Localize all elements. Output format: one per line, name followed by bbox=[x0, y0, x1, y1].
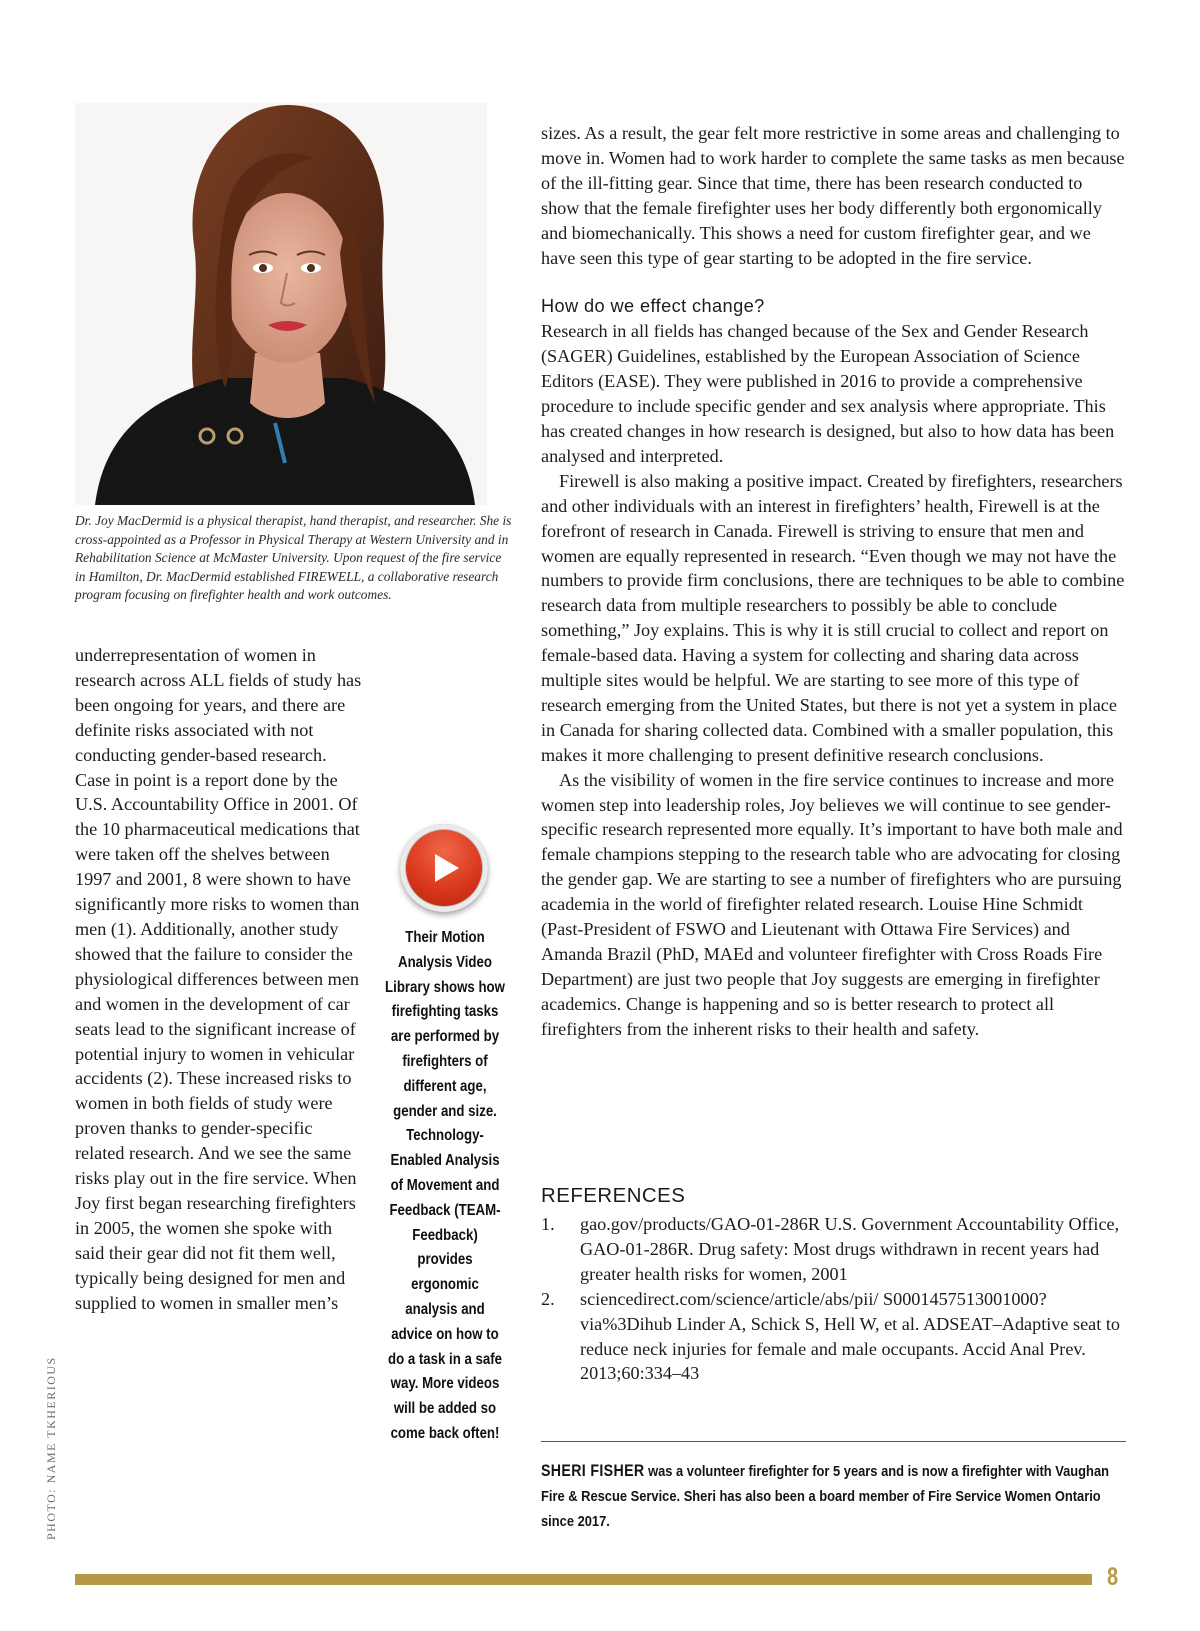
author-bio bbox=[541, 1459, 1126, 1534]
paragraph-sager: Research in all fields has changed because of the Sex and Gender Research (SAGER) Guidelines, established by the European Association of Science Editors (EASE). They were published in 2016 to provide a comprehensive procedure to include specific gender and sex analysis where appropriate. This has created changes in how research is designed, but also to how data has been analysed and interpreted. bbox=[541, 321, 1115, 466]
right-column bbox=[541, 121, 1125, 1042]
author-name: SHERI FISHER bbox=[541, 1462, 645, 1480]
paragraph-firewell: Firewell is also making a positive impact. Created by firefighters, researchers and other individuals with an interest in firefighters’ health, Firewell is at the forefront of research in Canada. Firewell is striving to ensure that men and women are equally represented in research. “Even though we may not have the numbers to provide firm conclusions, there are techniques to be able to combine research data from multiple researchers to possibly be able to conclude something,” Joy explains. This is why it is still crucial to collect and report on female-based data. Having a system for collecting and sharing data across multiple sites would be helpful. We are starting to see more of this type of research emerging from the United States, but there is not yet a system in place in Canada for sharing collected data. Combined with a smaller population, this makes it more challenging to present definitive research conclusions. bbox=[541, 470, 1125, 765]
paragraph-visibility: As the visibility of women in the fire service continues to increase and more women step into leadership roles, Joy believes we will continue to see gender-specific research represented more equally. It’s important to have both male and female champions stepping to the research table who are advocating for closing the gender gap. We are starting to see a number of firefighters who are pursuing academia in the world of firefighter related research. Louise Hine Schmidt (Past-President of FSWO and Lieutenant with Ottawa Fire Services) and Amanda Brazil (PhD, MAEd and volunteer firefighter with Cross Roads Fire Department) are just two people that Joy suggests are emerging in firefighter academics. Change is happening and so is better research to protect all firefighters from the inherent risks to their health and safety. bbox=[541, 769, 1123, 1039]
references-heading: REFERENCES bbox=[541, 1185, 686, 1207]
video-library-sidebar: Their Motion Analysis Video Library shows how firefighting tasks are performed by firefighters of different age, gender and size. Technology-Enabled Analysis of Movement and Feedback (TEAM-Feedback) provides ergonomic analysis and advice on how to do a task in a safe way. More videos will be added so come back often! bbox=[385, 929, 505, 1442]
portrait-illustration bbox=[75, 103, 487, 505]
author-photo bbox=[75, 103, 487, 505]
play-video-button[interactable] bbox=[400, 824, 488, 912]
page-number: 8 bbox=[1107, 1563, 1119, 1591]
reference-number: 2. bbox=[541, 1288, 555, 1309]
photo-caption: Dr. Joy MacDermid is a physical therapist, hand therapist, and researcher. She is cross-appointed as a Professor in Physical Therapy at Western University and in Rehabilitation Science at McMaster University. Upon request of the fire service in Hamilton, Dr. MacDermid established FIREWELL, a collaborative research program focusing on firefighter health and work outcomes. bbox=[75, 513, 512, 603]
photo-credit: PHOTO: NAME TKHERIOUS bbox=[44, 1356, 58, 1540]
section-heading: How do we effect change? bbox=[541, 296, 765, 317]
reference-text: gao.gov/products/GAO-01-286R U.S. Government Accountability Office, GAO-01-286R. Drug safety: Most drugs withdrawn in recent years had greater health risks for women, 2001 bbox=[580, 1214, 1120, 1284]
play-icon bbox=[435, 854, 459, 882]
paragraph-gear-sizes: sizes. As a result, the gear felt more restrictive in some areas and challenging to move in. Women had to work harder to complete the same tasks as men because of the ill-fitting gear. Since that time, there has been research conducted to show that the female firefighter uses her body differently both ergonomically and biomechanically. This shows a need for custom firefighter gear, and we have seen this type of gear starting to be adopted in the fire service. bbox=[541, 123, 1125, 268]
author-bio-text: was a volunteer firefighter for 5 years and is now a firefighter with Vaughan Fire & Rescue Service. Sheri has also been a board member of Fire Service Women Ontario since 2017. bbox=[541, 1463, 1110, 1530]
reference-item bbox=[541, 1212, 1125, 1287]
reference-text: sciencedirect.com/science/article/abs/pii/ S0001457513001000?via%3Dihub Linder A, Schick S, Hell W, et al. ADSEAT–Adaptive seat to reduce neck injuries for female and male occupants. Accid Anal Prev. 2013;60:334–43 bbox=[580, 1288, 1120, 1384]
references-list bbox=[541, 1212, 1125, 1386]
left-column-paragraph: underrepresentation of women in research across ALL fields of study has been ongoing for years, and there are definite risks associated with not conducting gender-based research. Case in point is a report done by the U.S. Accountability Office in 2001. Of the 10 pharmaceutical medications that were taken off the shelves between 1997 and 2001, 8 were shown to have significantly more risks to women than men (1). Additionally, another study showed that the failure to consider the physiological differences between men and women in the development of car seats lead to the significant increase of potential injury to women in vehicular accidents (2). These increased risks to women in both fields of study were proven thanks to gender-specific related research. And we see the same risks play out in the fire service. When Joy first began researching firefighters in 2005, the women she spoke with said their gear did not fit them well, typically being designed for men and supplied to women in smaller men’s bbox=[75, 645, 362, 1313]
reference-number: 1. bbox=[541, 1214, 555, 1234]
bio-divider bbox=[541, 1441, 1126, 1442]
reference-item bbox=[541, 1287, 1125, 1387]
left-column bbox=[75, 643, 365, 1315]
footer-accent-bar bbox=[75, 1574, 1092, 1585]
